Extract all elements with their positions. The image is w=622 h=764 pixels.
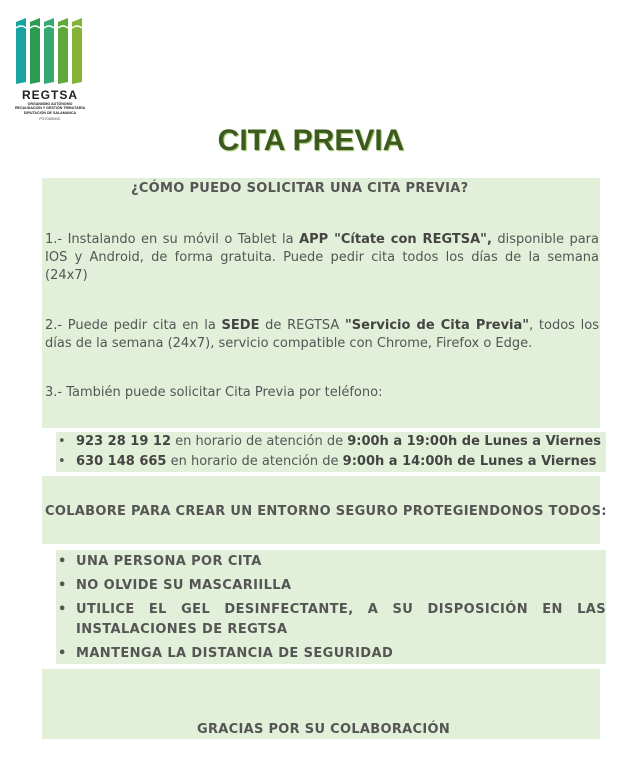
rule-item: • UTILICE EL GEL DESINFECTANTE, A SU DISPOSICIÓN EN LAS INSTALACIONES DE REGTSA (56, 600, 606, 640)
phone-item (56, 452, 601, 472)
logo-subtitle-1: ORGANISMO AUTÓNOMO (27, 102, 73, 106)
phone-number: 923 28 19 12 (76, 434, 171, 449)
page-title: CITA PREVIA (217, 124, 405, 157)
option-1-paragraph (45, 231, 599, 285)
logo-name: REGTSA (21, 88, 78, 102)
phone-hours: 9:00h a 14:00h de Lunes a Viernes (342, 454, 597, 469)
option-2-text-post: , todos los días de la semana (24x7), servicio compatible con Chrome, Firefox o Edge. (45, 318, 599, 351)
logo-subtitle-3: DIPUTACIÓN DE SALAMANCA (23, 110, 77, 115)
thanks-message: GRACIAS POR SU COLABORACIÓN (197, 722, 451, 737)
sede-label: SEDE (221, 318, 260, 333)
rule-item: • NO OLVIDE SU MASCARIILLA (56, 576, 606, 596)
logo-id: P3700000C (39, 115, 61, 121)
option-3-paragraph: 3.- También puede solicitar Cita Previa por teléfono: (45, 385, 383, 400)
phone-number: 630 148 665 (76, 454, 167, 469)
option-1-text-post: disponible para IOS y Android, de forma gratuita. Puede pedir cita todos los días de la semana (24x7) (45, 232, 599, 283)
rules-list (56, 552, 606, 664)
option-1-text-pre: 1.- Instalando en su móvil o Tablet la (45, 232, 300, 247)
phone-hours: 9:00h a 19:00h de Lunes a Viernes (347, 434, 601, 449)
rule-item: • UNA PERSONA POR CITA (56, 552, 606, 572)
collaborate-heading: COLABORE PARA CREAR UN ENTORNO SEGURO PROTEGIENDONOS TODOS: (45, 504, 607, 519)
phone-text: en horario de atención de (171, 434, 348, 449)
rule-item: • MANTENGA LA DISTANCIA DE SEGURIDAD (56, 644, 606, 664)
app-name: APP "Cítate con REGTSA", (299, 232, 492, 247)
question-heading: ¿CÓMO PUEDO SOLICITAR UNA CITA PREVIA? (131, 181, 469, 196)
option-2-paragraph (45, 317, 599, 353)
phone-list (56, 432, 601, 472)
option-2-text-pre: 2.- Puede pedir cita en la (45, 318, 222, 333)
phone-item (56, 432, 601, 452)
option-2-text-mid: de REGTSA (259, 318, 346, 333)
logo-subtitle-2: RECAUDACIÓN Y GESTIÓN TRIBUTARIA (14, 106, 86, 111)
logo-stripes-icon (16, 18, 82, 84)
service-name: "Servicio de Cita Previa" (345, 318, 530, 333)
phone-text: en horario de atención de (166, 454, 343, 469)
logo-caption (12, 88, 88, 121)
